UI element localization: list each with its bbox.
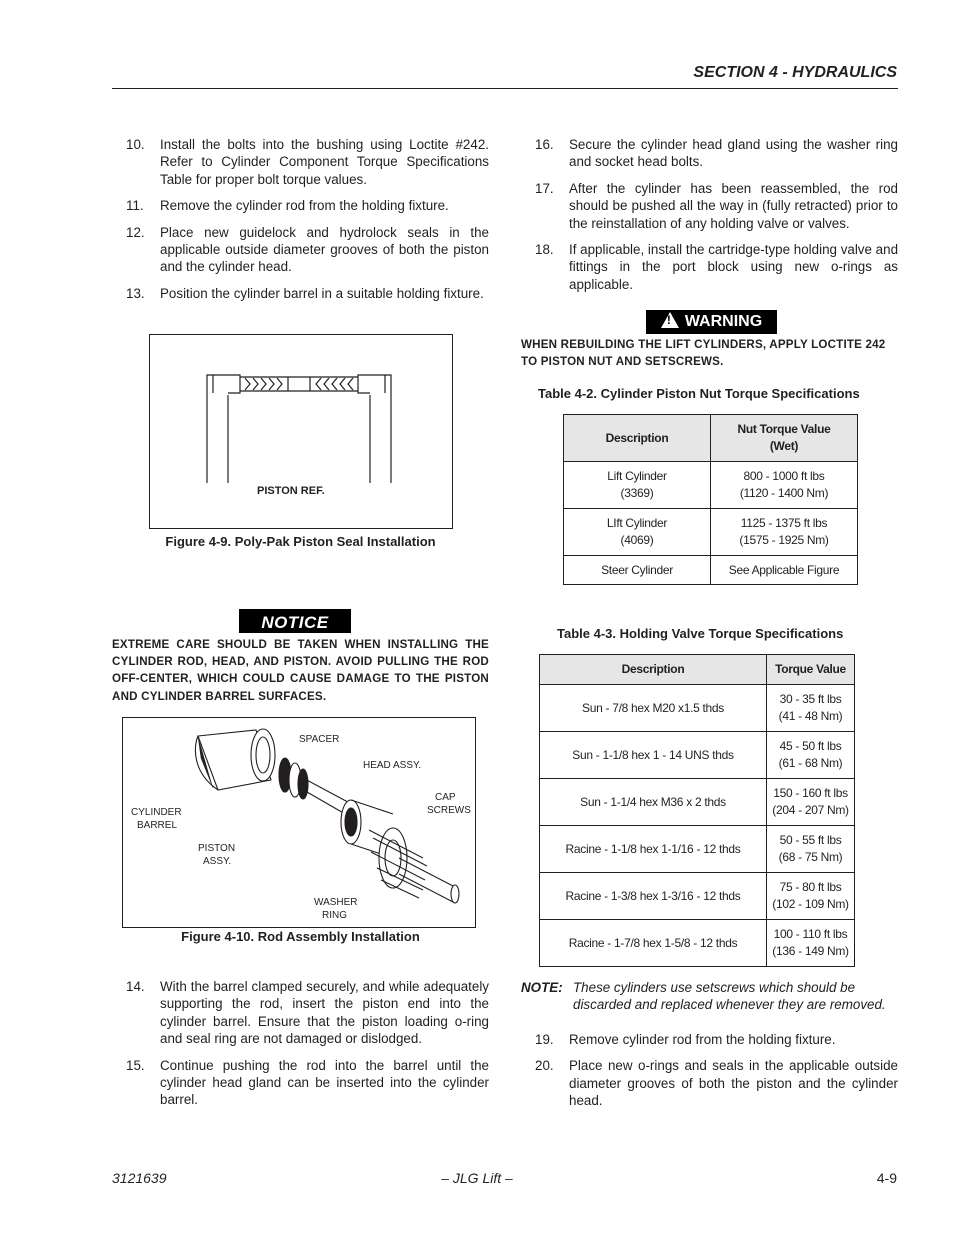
warning-badge-label: WARNING	[684, 313, 763, 330]
figure-4-9-caption: Figure 4-9. Poly-Pak Piston Seal Installation	[165, 534, 436, 549]
step-number: 10.	[126, 137, 145, 152]
table-cell: 50 - 55 ft lbs (68 - 75 Nm)	[767, 826, 855, 873]
barrel-label: BARREL	[137, 820, 178, 831]
footer-doc-number: 3121639	[112, 1170, 167, 1186]
piston-seal-diagram	[150, 335, 452, 528]
step-20	[521, 1057, 898, 1109]
figure-4-10	[122, 717, 476, 928]
table-cell: Sun - 1-1/4 hex M36 x 2 thds	[540, 779, 767, 826]
table-cell: 1125 - 1375 ft lbs (1575 - 1925 Nm)	[711, 509, 858, 556]
table-4-3-title: Table 4-3. Holding Valve Torque Specifications	[557, 626, 844, 641]
step-text: Place new o-rings and seals in the applicable outside diameter grooves of both the piston and the cylinder head.	[569, 1058, 898, 1109]
table-4-2-title: Table 4-2. Cylinder Piston Nut Torque Specifications	[538, 386, 860, 401]
step-text: With the barrel clamped securely, and while adequately supporting the rod, insert the piston end into the cylinder barrel. Ensure that the piston loading o-ring and seal ring are not damaged or dislodged.	[160, 979, 489, 1047]
table-header: Torque Value	[767, 655, 855, 685]
note-block	[521, 979, 898, 1014]
table-header: Nut Torque Value (Wet)	[711, 415, 858, 462]
step-text: Remove the cylinder rod from the holding fixture.	[160, 198, 449, 214]
note-text: These cylinders use setscrews which should be discarded and replaced whenever they are removed.	[573, 980, 886, 1013]
left-steps-top	[112, 136, 489, 311]
table-row	[540, 779, 855, 826]
table-cell: See Applicable Figure	[711, 556, 858, 585]
step-text: Continue pushing the rod into the barrel until the cylinder head gland can be inserted into the cylinder barrel.	[160, 1057, 489, 1108]
notice-text: EXTREME CARE SHOULD BE TAKEN WHEN INSTALLING THE CYLINDER ROD, HEAD, AND PISTON. AVOID PULLING THE ROD OFF-CENTER, WHICH COULD CAUSE DAMAGE TO THE PISTON AND CYLINDER BARREL SURFACES.	[112, 638, 489, 703]
table-cell: 75 - 80 ft lbs (102 - 109 Nm)	[767, 873, 855, 920]
table-cell: LIft Cylinder (4069)	[564, 509, 711, 556]
ring-label: RING	[322, 910, 347, 921]
right-steps-top	[521, 136, 898, 302]
table-cell: Sun - 1-1/8 hex 1 - 14 UNS thds	[540, 732, 767, 779]
table-cell: Racine - 1-3/8 hex 1-3/16 - 12 thds	[540, 873, 767, 920]
washer-label: WASHER	[314, 897, 358, 908]
table-cell: 45 - 50 ft lbs (61 - 68 Nm)	[767, 732, 855, 779]
step-number: 17.	[535, 180, 554, 196]
table-row	[564, 509, 858, 556]
table-cell: Racine - 1-7/8 hex 1-5/8 - 12 thds	[540, 920, 767, 967]
rod-assembly-diagram	[123, 718, 475, 927]
step-text: Secure the cylinder head gland using the washer ring and socket head bolts.	[569, 137, 898, 170]
note-label: NOTE:	[521, 980, 563, 995]
warning-triangle-icon	[661, 312, 679, 328]
figure-4-9	[149, 334, 453, 529]
cap-label: CAP	[435, 792, 456, 803]
table-row	[540, 873, 855, 920]
step-number: 18.	[535, 242, 554, 258]
step-19	[521, 1031, 898, 1048]
table-cell: Steer Cylinder	[564, 556, 711, 585]
warning-badge	[646, 310, 777, 334]
table-header: Description	[540, 655, 767, 685]
step-14	[112, 978, 489, 1048]
table-cell: 100 - 110 ft lbs (136 - 149 Nm)	[767, 920, 855, 967]
step-10	[112, 136, 489, 188]
assy-label: ASSY.	[203, 856, 232, 867]
table-header: Description	[564, 415, 711, 462]
header-rule	[112, 88, 898, 89]
step-number: 13.	[126, 285, 145, 301]
footer-center: – JLG Lift –	[441, 1170, 513, 1186]
table-cell: Racine - 1-1/8 hex 1-1/16 - 12 thds	[540, 826, 767, 873]
table-cell: 150 - 160 ft lbs (204 - 207 Nm)	[767, 779, 855, 826]
table-4-3	[539, 654, 855, 967]
step-number: 16.	[535, 137, 554, 152]
right-steps-bottom	[521, 1031, 898, 1119]
step-16	[521, 136, 898, 171]
screws-label: SCREWS	[427, 805, 471, 816]
step-number: 20.	[535, 1058, 554, 1074]
table-4-2	[563, 414, 858, 585]
step-text: If applicable, install the cartridge-type holding valve and fittings in the port block using new o-rings as applicable.	[569, 242, 899, 292]
figure-4-10-caption: Figure 4-10. Rod Assembly Installation	[181, 929, 420, 944]
step-12	[112, 224, 489, 276]
table-cell: Lift Cylinder (3369)	[564, 462, 711, 509]
table-cell: 30 - 35 ft lbs (41 - 48 Nm)	[767, 685, 855, 732]
table-row	[540, 685, 855, 732]
table-cell: Sun - 7/8 hex M20 x1.5 thds	[540, 685, 767, 732]
step-text: Remove cylinder rod from the holding fixture.	[569, 1032, 836, 1047]
step-number: 11.	[126, 198, 144, 214]
piston-ref-label: PISTON REF.	[257, 485, 325, 497]
notice-badge: NOTICE	[239, 609, 351, 633]
step-text: Install the bolts into the bushing using Loctite #242. Refer to Cylinder Component Torque Specifications Table for proper bolt torque values.	[160, 137, 489, 187]
left-steps-bottom	[112, 978, 489, 1118]
step-number: 15.	[126, 1057, 145, 1073]
step-number: 14.	[126, 979, 145, 994]
step-13	[112, 285, 489, 302]
table-row	[564, 462, 858, 509]
step-18	[521, 241, 898, 293]
step-number: 19.	[535, 1032, 554, 1047]
step-17	[521, 180, 898, 232]
footer-page-number: 4-9	[876, 1170, 897, 1186]
step-number: 12.	[126, 224, 145, 240]
table-row	[540, 920, 855, 967]
step-11	[112, 197, 489, 214]
piston-label: PISTON	[198, 843, 236, 854]
step-text: Position the cylinder barrel in a suitable holding fixture.	[160, 285, 484, 301]
table-row	[540, 732, 855, 779]
step-text: After the cylinder has been reassembled, the rod should be pushed all the way in (fully retracted) prior to the reinstallation of any holding valve or valves.	[569, 180, 898, 231]
cylinder-label: CYLINDER	[131, 807, 182, 818]
step-15	[112, 1057, 489, 1109]
table-cell: 800 - 1000 ft lbs (1120 - 1400 Nm)	[711, 462, 858, 509]
section-title: SECTION 4 - HYDRAULICS	[693, 64, 897, 81]
table-row	[540, 826, 855, 873]
warning-text: WHEN REBUILDING THE LIFT CYLINDERS, APPLY LOCTITE 242 TO PISTON NUT AND SETSCREWS.	[521, 338, 886, 369]
table-row	[564, 556, 858, 585]
step-text: Place new guidelock and hydrolock seals in the applicable outside diameter grooves of both the piston and the cylinder head.	[160, 224, 489, 275]
spacer-label: SPACER	[299, 734, 340, 745]
head-assy-label: HEAD ASSY.	[363, 760, 422, 771]
